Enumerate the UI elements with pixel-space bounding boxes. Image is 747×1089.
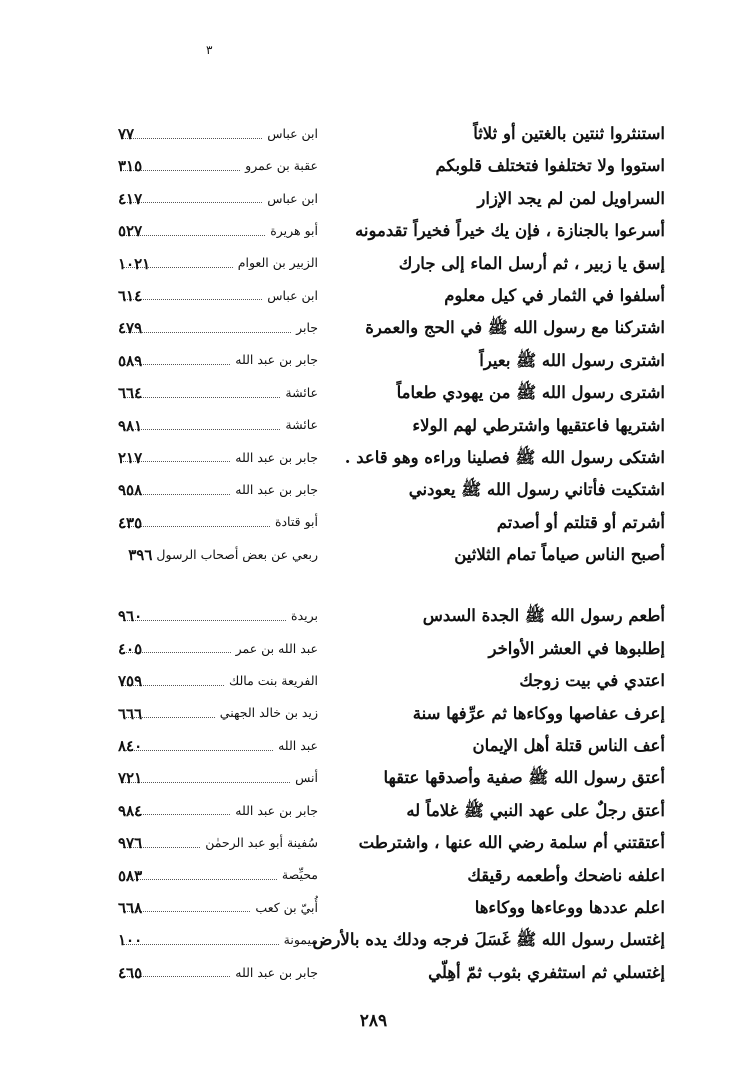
narrator-name: سُفينة أبو عبد الرحمٰن [205,834,318,850]
index-section-1 [0,118,747,571]
index-entry [0,183,747,215]
narrator-name: الزبير بن العوام [237,255,318,271]
hadith-text: اعتدي في بيت زوجك [519,671,665,691]
hadith-text: أعتق رسول الله ﷺ صفية وأصدقها عتقها [383,768,665,788]
index-entry [0,280,747,312]
narrator-name: جابر بن عبد الله [235,802,318,818]
entry-page-number: ٧٥٩ [118,672,143,691]
narrator-name: عائشة [285,417,318,433]
entry-page-number: ٧٧ [118,125,135,143]
index-entry [0,698,747,730]
hadith-text: اشتكى رسول الله ﷺ فصلينا وراءه وهو قاعد . [344,447,665,467]
index-entry [0,410,747,442]
entry-page-number: ٤٠٥ [118,639,143,658]
hadith-text: إغتسل رسول الله ﷺ غَسَلَ فرجه ودلك يده بالأرض [312,930,665,950]
narrator-name: جابر بن عبد الله [235,964,318,980]
index-entry [0,507,747,539]
entry-page-number: ٧٢١ [118,769,143,788]
index-entry [0,860,747,892]
entry-page-number: ٩٥٨ [118,481,143,500]
entry-page-number: ٦١٤ [118,286,143,305]
hadith-text: اشتركنا مع رسول الله ﷺ في الحج والعمرة [365,318,665,338]
narrator-name: أُبيّ بن كعب [255,899,318,915]
hadith-text: إسق يا زبير ، ثم أرسل الماء إلى جارك [398,253,665,273]
hadith-text: اشترى رسول الله ﷺ من يهودي طعاماً [396,383,665,403]
hadith-text: اشتريها فاعتقيها واشترطي لهم الولاء [412,415,665,435]
entry-page-number: ٦٦٦ [118,704,143,723]
entry-page-number: ٢١٧ [118,448,143,467]
hadith-text: اشتكيت فأتاني رسول الله ﷺ يعودني [408,480,665,500]
entry-reference [118,539,318,571]
index-entry [0,539,747,571]
index-entry [0,924,747,956]
index-entry [0,665,747,697]
entry-page-number: ٣٩٦ [128,546,153,565]
narrator-name: جابر بن عبد الله [235,482,318,498]
narrator-name: ابن عباس [267,190,318,206]
index-entry [0,215,747,247]
index-entry [0,150,747,182]
index-entry [0,474,747,506]
narrator-name: ربعي عن بعض أصحاب الرسول [156,546,318,562]
narrator-name: زيد بن خالد الجهني [219,705,318,721]
hadith-text: إغتسلي ثم استثفري بثوب ثمّ أهِلّي [428,962,665,982]
hadith-text: اعلفه ناضحك وأطعمه رقيقك [467,865,665,885]
index-entry [0,345,747,377]
narrator-name: ابن عباس [267,287,318,303]
index-entry [0,312,747,344]
entry-page-number: ٦٦٨ [118,898,143,917]
index-entry [0,600,747,632]
index-entry [0,377,747,409]
entry-page-number: ١٠٢١ [118,254,151,273]
entry-page-number: ٩٨١ [118,416,143,435]
narrator-name: ابن عباس [267,125,318,141]
entry-page-number: ٦٦٤ [118,384,143,403]
index-entry [0,442,747,474]
index-entry [0,892,747,924]
index-entry [0,118,747,150]
hadith-text: اشترى رسول الله ﷺ بعيراً [479,350,665,370]
hadith-text: استنثروا ثنتين بالغتين أو ثلاثاً [473,124,665,143]
hadith-text: إطلبوها في العشر الأواخر [488,638,665,658]
narrator-name: أنس [295,770,318,786]
narrator-name: الفريعة بنت مالك [228,673,318,688]
top-mark: ٣ [206,43,213,57]
narrator-name: جابر بن عبد الله [235,352,318,368]
narrator-name: عبد الله [278,737,318,753]
entry-page-number: ٥٨٩ [118,351,143,370]
hadith-text: أشرتم أو قتلتم أو أصدتم [496,512,665,532]
narrator-name: بريدة [291,608,318,624]
index-entry [0,795,747,827]
hadith-text: أعتقتني أم سلمة رضي الله عنها ، واشترطت [358,833,665,853]
entry-page-number: ٣١٥ [118,157,143,176]
narrator-name: أبو قتادة [274,514,318,530]
hadith-text: إعرف عفاصها ووكاءها ثم عرِّفها سنة [412,703,665,723]
hadith-text: أعتق رجلٌ على عهد النبي ﷺ غلاماً له [406,800,665,820]
narrator-name: أبو هريرة [270,222,318,238]
entry-page-number: ٥٨٣ [118,866,143,885]
hadith-text: أعف الناس قتلة أهل الإيمان [472,736,665,756]
entry-page-number: ٩٨٤ [118,801,143,820]
index-entry [0,957,747,989]
entry-page-number: ٤٧٩ [118,319,143,338]
entry-page-number: ٤١٧ [118,189,143,208]
hadith-text: أطعم رسول الله ﷺ الجدة السدس [422,606,665,626]
page-number: ٢٨٩ [359,1011,388,1031]
entry-page-number: ٤٣٥ [118,513,143,532]
narrator-name: محيِّصة [281,867,318,883]
narrator-name: جابر [296,320,318,336]
hadith-text: استووا ولا تختلفوا فتختلف قلوبكم [435,156,665,176]
entry-page-number: ١٠٠ [118,931,143,950]
narrator-name: جابر بن عبد الله [235,449,318,465]
hadith-text: أسلفوا في الثمار في كيل معلوم [444,285,665,305]
hadith-index [0,118,747,989]
narrator-name: ميمونة [283,932,318,948]
entry-page-number: ٤٦٥ [118,963,143,982]
hadith-text: أصبح الناس صياماً تمام الثلاثين [454,545,665,565]
entry-page-number: ٨٤٠ [118,737,143,756]
entry-page-number: ٥٢٧ [118,222,143,241]
index-section-2 [0,600,747,989]
hadith-text: السراويل لمن لم يجد الإزار [477,188,665,208]
index-entry [0,248,747,280]
index-entry [0,730,747,762]
entry-page-number: ٩٧٦ [118,834,143,853]
narrator-name: عبد الله بن عمر [235,640,318,656]
entry-page-number: ٩٦٠ [118,607,143,626]
narrator-name: عقبة بن عمرو [245,158,318,174]
narrator-name: عائشة [285,384,318,400]
index-entry [0,762,747,794]
index-entry [0,827,747,859]
index-entry [0,633,747,665]
hadith-text: اعلم عددها ووعاءها ووكاءها [474,897,665,917]
hadith-text: أسرعوا بالجنازة ، فإن يك خيراً فخيراً تقدمونه [355,221,665,241]
